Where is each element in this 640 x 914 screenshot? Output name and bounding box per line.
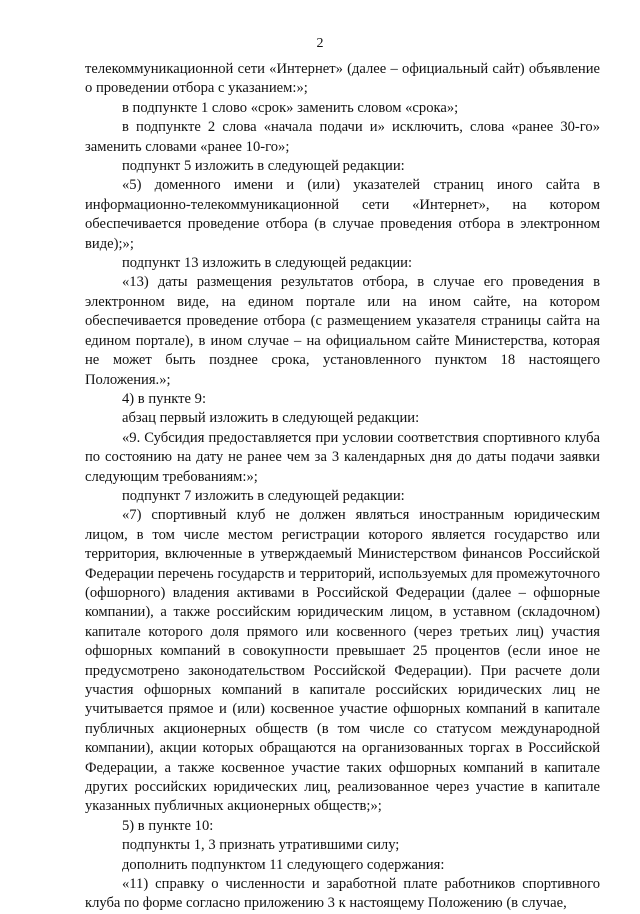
paragraph-6: подпункт 13 изложить в следующей редакции: bbox=[122, 255, 413, 272]
paragraph-12: «7) спортивный клуб не должен являться иностранным юридическим лицом, в том числе местом регистрации которого является государство или территория, включенные в утверждаемый Министерством финансов Российской Федерации перечень государств и территорий, используемых для промежуточного (офшорного) владения активами в Российской Федерации (далее – офшорные компании), а также российским юридическим лицом, в уставном (складочном) капитале которого доля прямого или косвенного (через третьих лиц) участия офшорных компаний в совокупности превышает 25 процентов (если иное не предусмотрено законодательством Российской Федерации). При расчете доли участия офшорных компаний в капитале российских юридических лиц не учитывается прямое и (или) косвенное участие офшорных компаний в капитале публичных акционерных обществ (в том числе со статусом международной компании), акции которых обращаются на организованных торгах в Российской Федерации, а также косвенное участие таких офшорных компаний в капитале других российских юридических лиц, реализованное через участие в капитале указанных публичных акционерных обществ;»; bbox=[85, 507, 600, 815]
page-number: 2 bbox=[316, 36, 324, 51]
paragraph-8: 4) в пункте 9: bbox=[122, 390, 207, 407]
paragraph-2: в подпункте 1 слово «срок» заменить словом «срока»; bbox=[122, 99, 459, 116]
paragraph-16: «11) справку о численности и заработной плате работников спортивного клуба по форме согласно приложению 3 к настоящему Положению (в случае, bbox=[85, 876, 600, 912]
paragraph-10: «9. Субсидия предоставляется при условии соответствия спортивного клуба по состоянию на дату не ранее чем за 3 календарных дня до даты подачи заявки следующим требованиям:»; bbox=[85, 429, 600, 485]
paragraph-9: абзац первый изложить в следующей редакции: bbox=[122, 410, 420, 427]
paragraph-7: «13) даты размещения результатов отбора, в случае его проведения в электронном виде, на едином портале или на ином сайте, на котором обеспечивается проведение отбора (с размещением указателя страницы сайта на едином портале), в ином случае – на официальном сайте Министерства, которая не может быть позднее срока, установленного пунктом 18 настоящего Положения.»; bbox=[85, 274, 600, 388]
paragraph-15: дополнить подпунктом 11 следующего содержания: bbox=[122, 856, 445, 873]
paragraph-3: в подпункте 2 слова «начала подачи и» исключить, слова «ранее 30-го» заменить словами «ранее 10-го»; bbox=[85, 119, 600, 155]
paragraph-13: 5) в пункте 10: bbox=[122, 817, 214, 834]
paragraph-11: подпункт 7 изложить в следующей редакции: bbox=[122, 487, 405, 504]
paragraph-14: подпункты 1, 3 признать утратившими силу; bbox=[122, 837, 400, 854]
paragraph-5: «5) доменного имени и (или) указателей страниц иного сайта в информационно-телекоммуникационной сети «Интернет», на котором обеспечивается проведение отбора (в случае проведения отбора в электронном виде);»; bbox=[85, 177, 600, 252]
paragraph-4: подпункт 5 изложить в следующей редакции: bbox=[122, 158, 405, 175]
paragraph-1: телекоммуникационной сети «Интернет» (далее – официальный сайт) объявление о проведении отбора с указанием:»; bbox=[85, 61, 600, 97]
document-body bbox=[85, 60, 600, 914]
